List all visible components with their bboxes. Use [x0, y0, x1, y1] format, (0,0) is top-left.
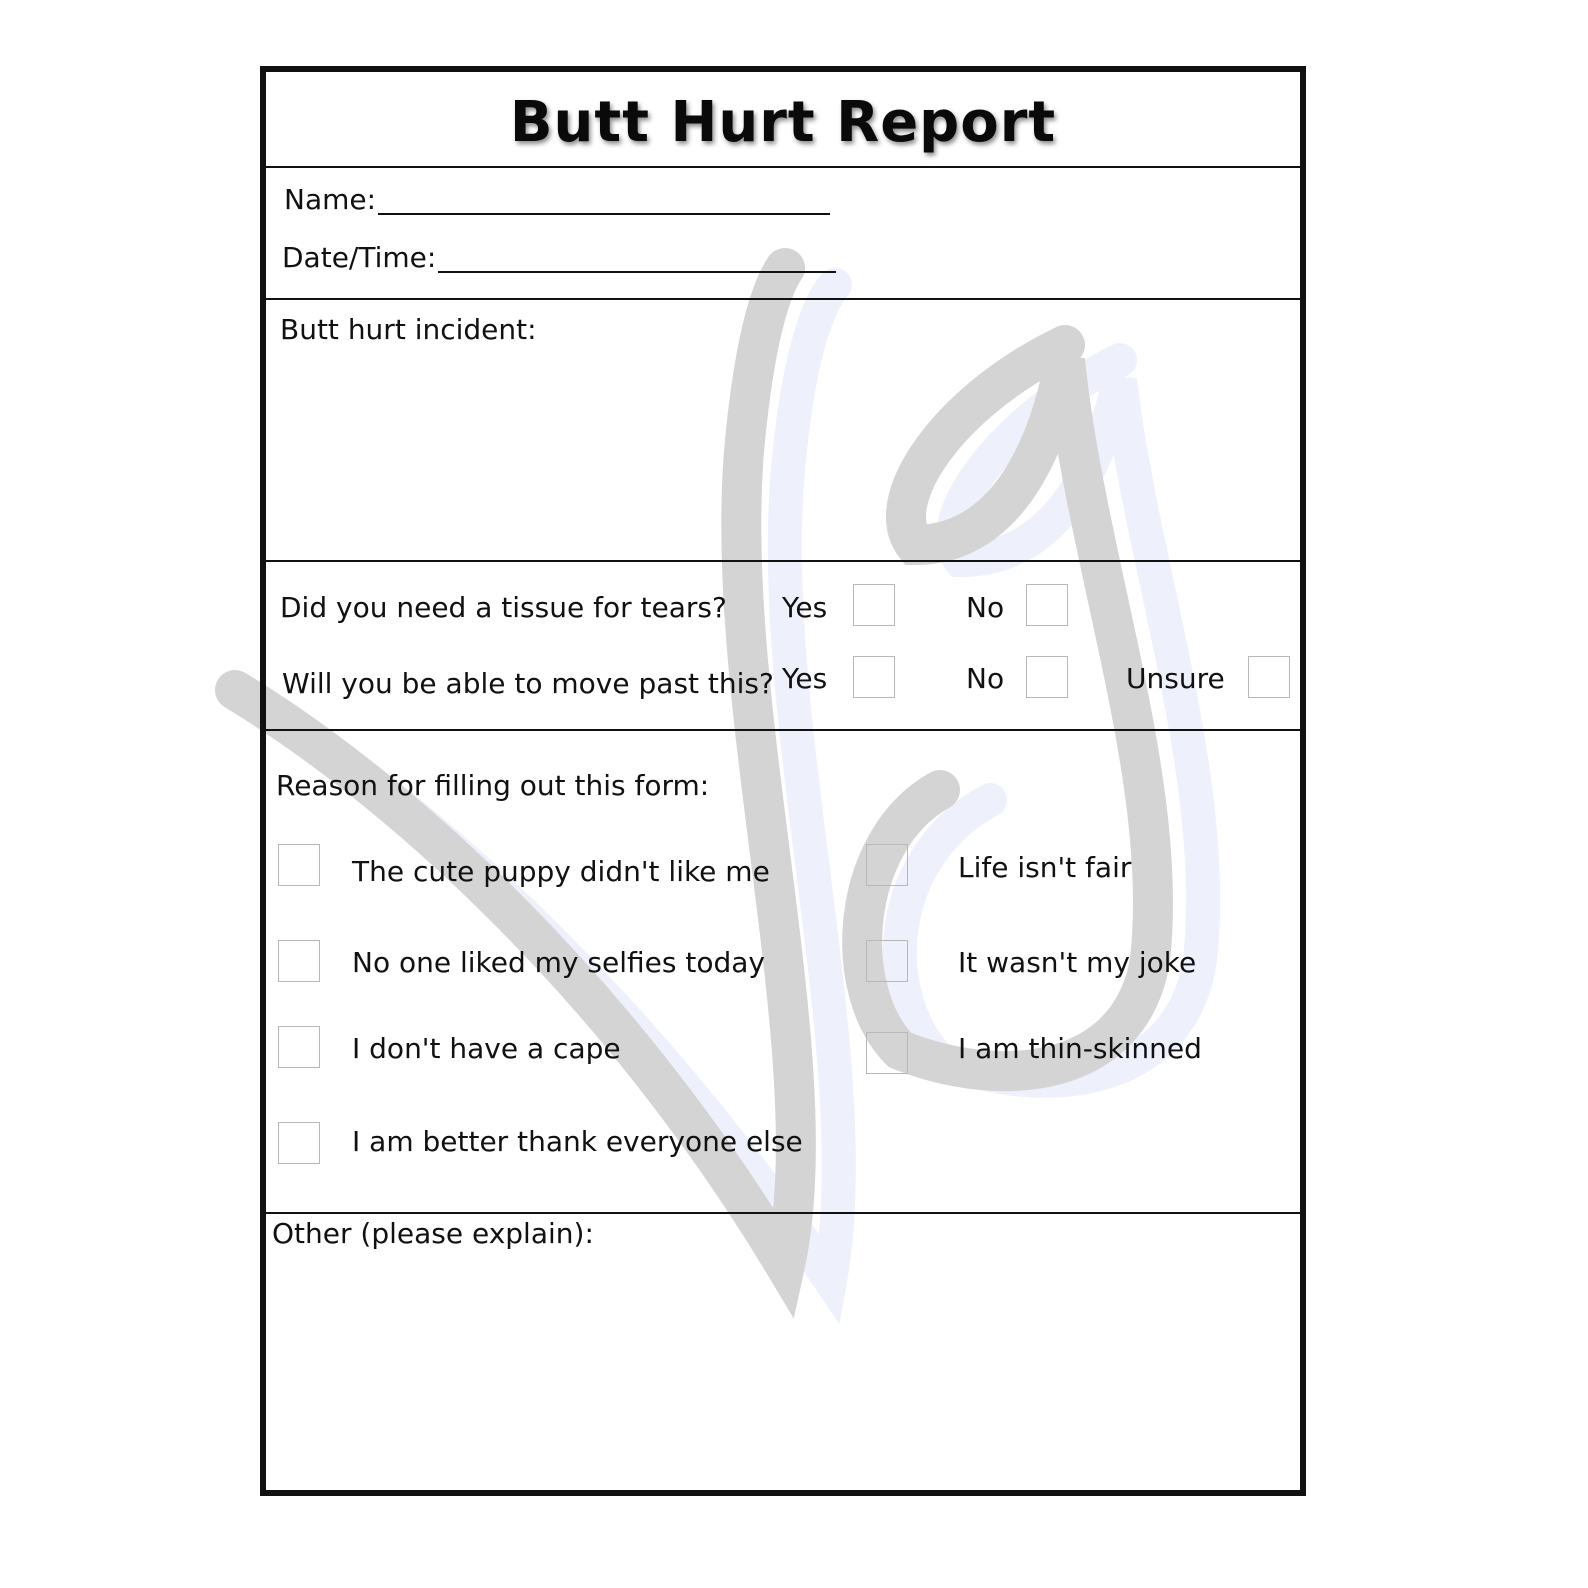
divider-incident: [266, 560, 1300, 562]
reason-cape: I don't have a cape: [352, 1032, 621, 1065]
divider-title: [266, 166, 1300, 168]
move-yes-label: Yes: [782, 662, 828, 695]
reason-better: I am better thank everyone else: [352, 1125, 803, 1158]
reason-fair: Life isn't fair: [958, 851, 1132, 884]
reason-checkbox-cape[interactable]: [278, 1026, 320, 1068]
reason-checkbox-selfies[interactable]: [278, 940, 320, 982]
tissue-yes-label: Yes: [782, 591, 828, 624]
reason-selfies: No one liked my selfies today: [352, 946, 765, 979]
reason-label: Reason for filling out this form:: [276, 769, 710, 802]
tissue-yes-checkbox[interactable]: [853, 584, 895, 626]
form-title: Butt Hurt Report: [509, 90, 1057, 155]
name-field[interactable]: [378, 213, 830, 215]
datetime-label: Date/Time:: [282, 241, 437, 274]
reason-thin-skinned: I am thin-skinned: [958, 1032, 1202, 1065]
move-no-checkbox[interactable]: [1026, 656, 1068, 698]
other-area[interactable]: [266, 1214, 1300, 1490]
incident-label: Butt hurt incident:: [280, 313, 537, 346]
divider-questions: [266, 729, 1300, 731]
report-form: [260, 66, 1306, 1496]
move-unsure-label: Unsure: [1126, 662, 1225, 695]
reason-checkbox-puppy[interactable]: [278, 844, 320, 886]
question-move-past: Will you be able to move past this?: [282, 667, 774, 700]
name-label: Name:: [284, 183, 377, 216]
move-no-label: No: [966, 662, 1005, 695]
tissue-no-label: No: [966, 591, 1005, 624]
incident-area[interactable]: [266, 300, 1300, 560]
question-tissue: Did you need a tissue for tears?: [280, 591, 727, 624]
other-label: Other (please explain):: [272, 1217, 594, 1250]
move-unsure-checkbox[interactable]: [1248, 656, 1290, 698]
reason-joke: It wasn't my joke: [958, 946, 1197, 979]
reason-checkbox-joke[interactable]: [866, 940, 908, 982]
move-yes-checkbox[interactable]: [853, 656, 895, 698]
reason-puppy: The cute puppy didn't like me: [352, 855, 770, 888]
reason-checkbox-better[interactable]: [278, 1122, 320, 1164]
tissue-no-checkbox[interactable]: [1026, 584, 1068, 626]
reason-checkbox-fair[interactable]: [866, 844, 908, 886]
datetime-field[interactable]: [438, 271, 836, 273]
reason-checkbox-thin-skinned[interactable]: [866, 1032, 908, 1074]
